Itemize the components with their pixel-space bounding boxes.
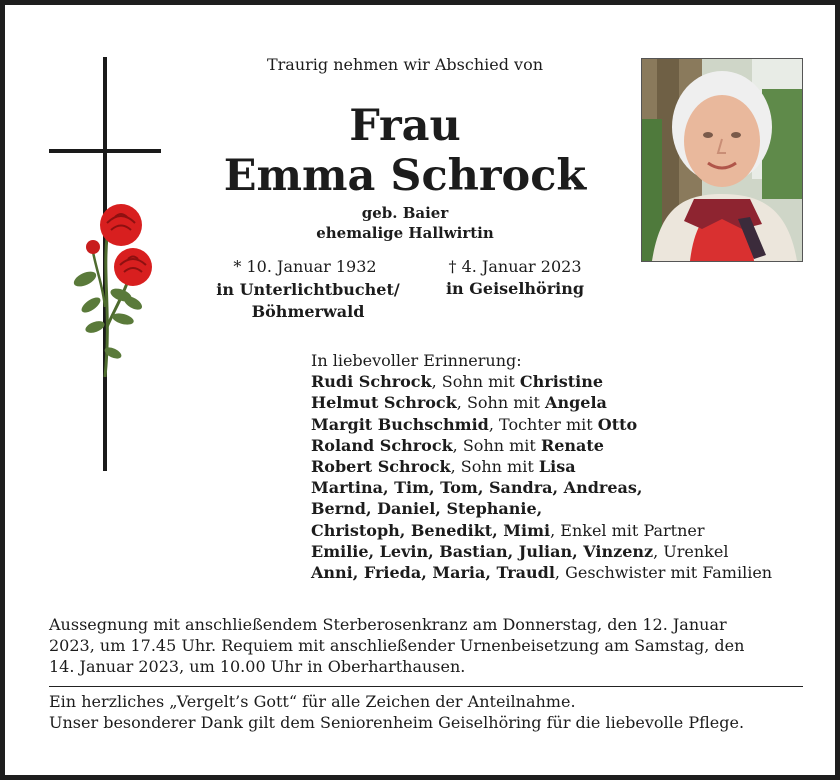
- death-date: † 4. Januar 2023: [448, 257, 582, 276]
- thanks-line: Ein herzliches „Vergelt’s Gott“ für alle Zeichen der Anteilnahme.: [49, 692, 576, 711]
- red-roses-icon: [72, 204, 152, 377]
- list-item: Rudi Schrock, Sohn mit Christine: [311, 372, 604, 392]
- birth-place-line1: in Unterlichtbuchet/: [216, 280, 400, 299]
- salutation: Frau: [349, 101, 461, 151]
- mourners-list: [311, 350, 831, 583]
- service-line: Aussegnung mit anschließendem Sterberosenkranz am Donnerstag, den 12. Januar: [49, 615, 727, 634]
- thanks-line: Unser besonderer Dank gilt dem Seniorenheim Geiselhöring für die liebevolle Pflege.: [49, 713, 745, 732]
- list-item: Anni, Frieda, Maria, Traudl, Geschwister mit Familien: [311, 563, 773, 583]
- death-place: in Geiselhöring: [445, 279, 585, 298]
- birth-place-line2: Böhmerwald: [251, 302, 365, 321]
- service-info: [49, 614, 809, 677]
- mourners-heading: In liebevoller Erinnerung:: [311, 351, 522, 370]
- list-item: Emilie, Levin, Bastian, Julian, Vinzenz, Urenkel: [311, 541, 729, 561]
- intro-text: Traurig nehmen wir Abschied von: [266, 55, 544, 74]
- deceased-name: Emma Schrock: [223, 151, 587, 201]
- cross-icon: [45, 57, 165, 471]
- list-item: Martina, Tim, Tom, Sandra, Andreas,: [311, 478, 643, 498]
- service-line: 14. Januar 2023, um 10.00 Uhr in Oberharthausen.: [49, 657, 466, 676]
- list-item: Margit Buchschmid, Tochter mit Otto: [311, 414, 638, 434]
- birth-date: * 10. Januar 1932: [233, 257, 377, 276]
- occupation: ehemalige Hallwirtin: [316, 224, 494, 242]
- list-item: Bernd, Daniel, Stephanie,: [311, 499, 543, 519]
- list-item: Helmut Schrock, Sohn mit Angela: [311, 393, 607, 413]
- thanks-note: [49, 691, 819, 733]
- list-item: Robert Schrock, Sohn mit Lisa: [311, 457, 576, 477]
- divider: [49, 686, 803, 687]
- portrait-photo: [641, 58, 803, 262]
- list-item: Christoph, Benedikt, Mimi, Enkel mit Partner: [311, 520, 705, 540]
- service-line: 2023, um 17.45 Uhr. Requiem mit anschließender Urnenbeisetzung am Samstag, den: [49, 636, 745, 655]
- maiden-name: geb. Baier: [361, 204, 449, 222]
- birth-place: [195, 279, 421, 323]
- list-item: Roland Schrock, Sohn mit Renate: [311, 435, 604, 455]
